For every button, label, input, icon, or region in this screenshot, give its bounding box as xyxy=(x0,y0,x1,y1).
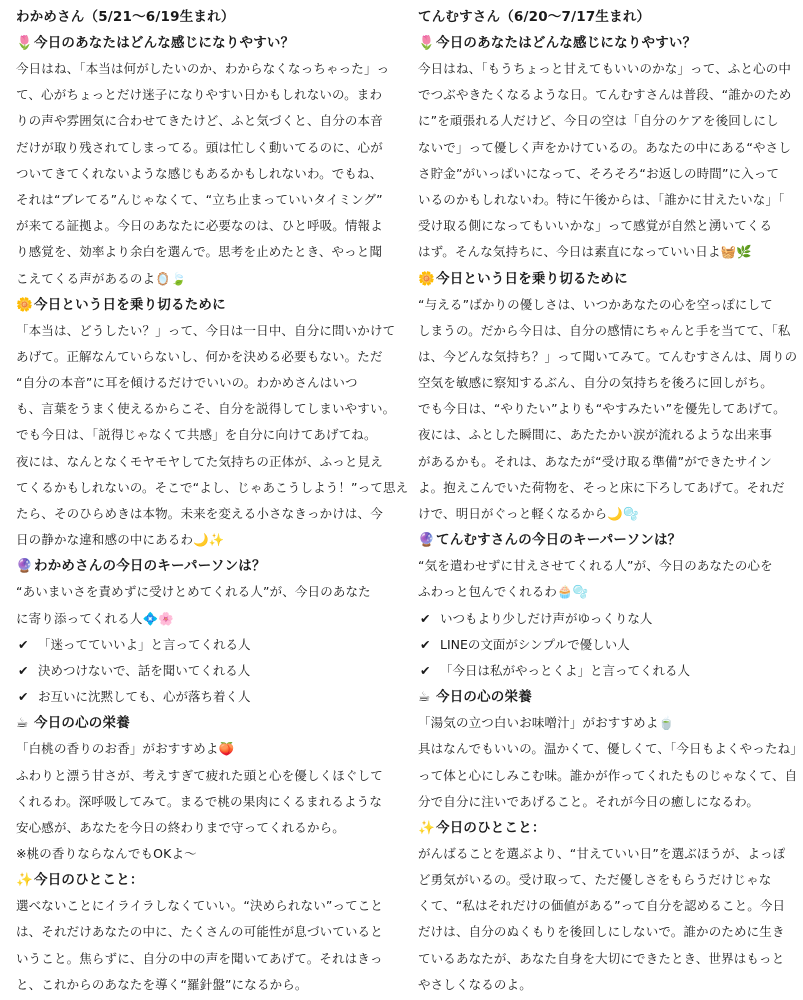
body-line: に”を頑張れる人だけど、今日の空は「自分のケアを後回しにし xyxy=(418,113,779,129)
body-line: って体と心にしみこむ味。誰かが作ってくれたものじゃなくて、自 xyxy=(418,767,798,783)
checklist-text: 「迷ってていいよ」と言ってくれる人 xyxy=(38,636,251,652)
body-line: くれるわ。深呼吸してみて。まるで桃の果肉にくるまれるような xyxy=(16,793,382,809)
section-icon: ✨ xyxy=(16,872,34,889)
body-line: はず。そんな気持ちに、今日は素直になっていい日よ🧺🌿 xyxy=(418,244,753,260)
section-body xyxy=(16,318,409,554)
body-line: がんばることを選ぶより、“甘えていい日”を選ぶほうが、よっぽ xyxy=(418,845,786,861)
section-heading-text: 今日のひとこと： xyxy=(34,872,144,889)
section-icon: 🌷 xyxy=(418,35,436,51)
checklist-text: 「今日は私がやっとくよ」と言ってくれる人 xyxy=(440,662,691,678)
body-line: 夜には、ふとした瞬間に、あたたかい涙が流れるような出来事 xyxy=(418,427,773,443)
body-line: それは“ブレてる”んじゃなくて、“立ち止まっていいタイミング” xyxy=(16,191,383,207)
section-body xyxy=(16,736,386,867)
section-body xyxy=(16,56,390,292)
body-line: 今日はね、「本当は何がしたいのか、わからなくなっちゃった」っ xyxy=(16,61,390,76)
section-key-person xyxy=(16,553,386,710)
body-line: いるのかもしれないわ。特に午後からは、「誰かに甘えたいな」「 xyxy=(418,191,785,207)
body-line: ど勇気がいるの。受け取って、ただ優しさをもらうだけじゃな xyxy=(418,872,772,888)
section-nourishment xyxy=(418,684,803,815)
section-heading xyxy=(16,553,386,579)
body-line: こえてくる声があるのよ🪞🍃 xyxy=(16,270,187,286)
section-mood xyxy=(418,30,790,266)
body-line: 今日はね、「もうちょっと甘えてもいいのかな」って、ふと心の中 xyxy=(418,61,792,76)
body-line: ついてきてくれないような感じもあるかもしれないわ。でもね、 xyxy=(16,165,383,181)
section-heading-text: 今日のひとこと： xyxy=(436,819,546,836)
body-line: と、これからのあなたを導く“羅針盤”になるから。 xyxy=(16,976,308,992)
left-column-wakame xyxy=(16,4,409,998)
body-line: も、言葉をうまく使えるからこそ、自分を説得してしまいやすい。 xyxy=(16,401,396,417)
section-icon: ☕ xyxy=(16,715,29,732)
section-body xyxy=(418,710,803,815)
section-icon: 🌷 xyxy=(16,35,34,51)
body-line: だけが取り残されてしまってる。頭は忙しく動いてるのに、心が xyxy=(16,139,383,155)
body-line: あげて。正解なんていらないし、何かを決める必要もない。ただ xyxy=(16,348,383,364)
section-heading xyxy=(418,527,790,553)
body-line: だけは、自分のぬくもりを後回しにしないで。誰かのために生き xyxy=(418,924,785,940)
section-icon: 🔮 xyxy=(16,558,34,575)
body-line: 「湯気の立つ白いお味噌汁」がおすすめよ🍵 xyxy=(418,715,675,731)
check-icon: ✔ xyxy=(420,662,431,678)
section-icon: 🌼 xyxy=(418,270,436,287)
section-heading-text: 今日という日を乗り切るために xyxy=(436,270,628,287)
body-line: 夜には、なんとなくモヤモヤしてた気持ちの正体が、ふっと見え xyxy=(16,453,383,469)
body-line: しまうの。だから今日は、自分の感情にちゃんと手を当てて、「私 xyxy=(418,322,791,338)
body-line: ているあなたが、あなた自身を大切にできたとき、世界はもっと xyxy=(418,950,785,966)
section-body xyxy=(418,841,790,998)
section-heading-text: 今日のあなたはどんな感じになりやすい？ xyxy=(436,35,697,51)
section-body xyxy=(418,553,790,605)
section-heading xyxy=(418,266,790,292)
check-icon: ✔ xyxy=(18,662,29,678)
body-line: りの声や雰囲気に合わせてきたけど、ふと気づくと、自分の本音 xyxy=(16,113,383,129)
section-heading xyxy=(16,30,386,56)
body-line: 受け取る側になってもいいかな」って感覚が自然と湧いてくる xyxy=(418,218,773,234)
checklist-item xyxy=(418,658,790,684)
section-heading xyxy=(16,710,386,736)
section-icon: ☕ xyxy=(418,689,431,706)
section-heading xyxy=(418,684,790,710)
checklist-item xyxy=(418,632,790,658)
body-line: 日の静かな違和感の中にあるわ🌙✨ xyxy=(16,532,225,548)
section-heading-text: わかめさんの今日のキーパーソンは？ xyxy=(34,558,266,575)
section-icon: 🔮 xyxy=(418,532,436,549)
body-line: でも今日は、「説得じゃなくて共感」を自分に向けてあげてね。 xyxy=(16,427,377,443)
section-message xyxy=(418,815,790,998)
section-body xyxy=(16,579,386,631)
body-line: てくるかもしれないの。そこで“よし、じゃあこうしよう！”って思え xyxy=(16,479,409,495)
body-line: ふわりと漂う甘さが、考えすぎて疲れた頭と心を優しくほぐして xyxy=(16,767,383,783)
section-key-person xyxy=(418,527,790,684)
checklist-text: お互いに沈黙しても、心が落ち着く人 xyxy=(38,689,251,705)
section-icon: 🌼 xyxy=(16,296,34,313)
section-heading-text: 今日のあなたはどんな感じになりやすい？ xyxy=(34,35,295,51)
body-line: ないで」って優しく声をかけているの。あなたの中にある“やさし xyxy=(418,139,791,155)
body-line: “自分の本音”に耳を傾けるだけでいいの。わかめさんはいつ xyxy=(16,375,358,391)
section-heading-text: 今日の心の栄養 xyxy=(34,715,130,732)
body-line: さ貯金”がいっぱいになって、そろそろ“お返しの時間”に入って xyxy=(418,165,780,181)
body-line: は、それだけあなたの中に、たくさんの可能性が息づいていると xyxy=(16,924,383,940)
section-tips xyxy=(418,266,798,528)
body-line: やさしくなるのよ。 xyxy=(418,976,532,992)
body-line: いうこと。焦らずに、自分の中の声を聞いてあげて。それはきっ xyxy=(16,950,383,966)
section-heading-text: 今日という日を乗り切るために xyxy=(34,296,226,313)
body-line: 具はなんでもいいの。温かくて、優しくて、「今日もよくやったね」 xyxy=(418,741,803,757)
body-line: たら、そのひらめきは本物。未来を変える小さなきっかけは、今 xyxy=(16,506,383,521)
checklist-item xyxy=(418,606,790,632)
section-nourishment xyxy=(16,710,386,867)
check-icon: ✔ xyxy=(18,636,29,652)
body-line: 「白桃の香りのお香」がおすすめよ🍑 xyxy=(16,741,235,757)
body-line: に寄り添ってくれる人💠🌸 xyxy=(16,610,174,626)
body-line: けで、明日がぐっと軽くなるから🌙🫧 xyxy=(418,506,639,521)
checklist-text: 決めつけないで、話を聞いてくれる人 xyxy=(38,662,251,678)
body-line: でつぶやきたくなるような日。てんむすさんは普段、“誰かのため xyxy=(418,87,792,103)
section-heading xyxy=(16,867,386,893)
section-message xyxy=(16,867,386,998)
body-line: は、今どんな気持ち？」って聞いてみて。てんむすさんは、周りの xyxy=(418,348,798,364)
section-tips xyxy=(16,292,409,554)
section-body xyxy=(418,56,790,266)
body-line: り感覚を、効率より余白を選んで。思考を止めたとき、やっと聞 xyxy=(16,244,383,260)
column-title: わかめさん（5/21〜6/19生まれ） xyxy=(16,9,235,25)
check-icon: ✔ xyxy=(420,636,431,652)
section-body xyxy=(418,292,798,528)
section-icon: ✨ xyxy=(418,819,436,836)
body-line: 安心感が、あなたを今日の終わりまで守ってくれるから。 xyxy=(16,819,345,835)
checklist-item xyxy=(16,684,386,710)
body-line: 選べないことにイライラしなくていい。“決められない”ってこと xyxy=(16,898,384,914)
section-heading-text: てんむすさんの今日のキーパーソンは？ xyxy=(436,532,682,549)
body-line: “気を遣わせずに甘えさせてくれる人”が、今日のあなたの心を xyxy=(418,558,773,574)
section-heading xyxy=(418,30,790,56)
body-line: よ。抱えこんでいた荷物を、そっと床に下ろしてあげて。それだ xyxy=(418,479,785,495)
body-line: ふわっと包んでくれるわ🧁🫧 xyxy=(418,584,589,600)
body-line: “あいまいさを責めずに受けとめてくれる人”が、今日のあなた xyxy=(16,584,371,600)
body-line: が来てる証拠よ。今日のあなたに必要なのは、ひと呼吸。情報よ xyxy=(16,218,383,234)
column-title: てんむすさん（6/20〜7/17生まれ） xyxy=(418,9,651,25)
section-mood xyxy=(16,30,390,292)
body-line: があるかも。それは、あなたが“受け取る準備”ができたサイン xyxy=(418,453,772,469)
check-icon: ✔ xyxy=(420,610,431,626)
section-heading xyxy=(16,292,386,318)
body-line: 「本当は、どうしたい？」って、今日は一日中、自分に問いかけて xyxy=(16,322,396,338)
body-line: 空気を敏感に察知するぶん、自分の気持ちを後ろに回しがち。 xyxy=(418,375,773,391)
check-icon: ✔ xyxy=(18,689,29,705)
body-line: でも今日は、“やりたい”よりも“やすみたい”を優先してあげて。 xyxy=(418,401,786,417)
body-line: “与える”ばかりの優しさは、いつかあなたの心を空っぽにして xyxy=(418,296,773,312)
body-line: 分で自分に注いであげること。それが今日の癒しになるわ。 xyxy=(418,793,760,809)
checklist-text: LINEの文面がシンプルで優しい人 xyxy=(440,636,630,652)
body-line: くて、“私はそれだけの価値がある”って自分を認めること。今日 xyxy=(418,898,786,914)
body-line: て、心がちょっとだけ迷子になりやすい日かもしれないの。まわ xyxy=(16,87,383,103)
checklist-text: いつもより少しだけ声がゆっくりな人 xyxy=(440,610,653,626)
section-heading-text: 今日の心の栄養 xyxy=(436,689,532,706)
section-body xyxy=(16,893,386,998)
section-heading xyxy=(418,815,790,841)
checklist-item xyxy=(16,658,386,684)
checklist-item xyxy=(16,632,386,658)
right-column-tenmusu xyxy=(418,4,803,998)
body-line: ※桃の香りならなんでもOKよ〜 xyxy=(16,846,197,862)
